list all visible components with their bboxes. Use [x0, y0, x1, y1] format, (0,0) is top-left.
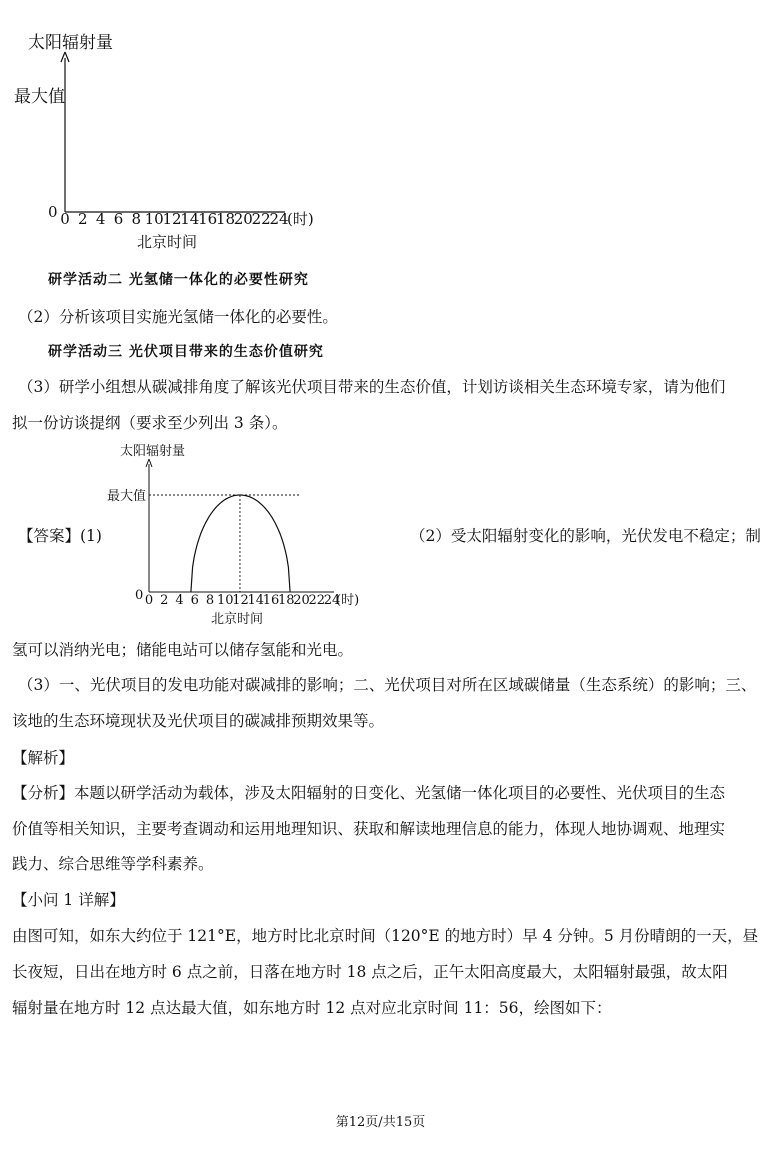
chart-1-x-tick-22: 22 [251, 210, 271, 228]
chart-1-x-axis-title: 北京时间 [137, 233, 198, 251]
detail-line-3: 辐射量在地方时 12 点达最大值，如东地方时 12 点对应北京时间 11：56，绘图如下： [12, 999, 612, 1017]
chart-2-x-unit-label: (时) [336, 593, 360, 608]
chart-1-x-tick-20: 20 [233, 210, 253, 228]
answer-label: 【答案】(1) [18, 527, 102, 545]
chart-2-x-tick-2: 2 [160, 593, 169, 608]
chart-2-x-tick-8: 8 [205, 593, 215, 608]
chart-2-y-axis-title: 太阳辐射量 [120, 444, 186, 459]
chart-1-x-tick-labels [60, 210, 288, 228]
chart-2-x-tick-14: 14 [247, 593, 265, 608]
answer-3-line-2: 该地的生态环境现状及光伏项目的碳减排预期效果等。 [12, 712, 385, 730]
question-2: （2）分析该项目实施光氢储一体化的必要性。 [18, 308, 338, 326]
chart-2-x-tick-18: 18 [278, 593, 295, 608]
chart-1-x-tick-6: 6 [113, 210, 124, 228]
chart-2-x-tick-12: 12 [232, 593, 249, 608]
chart-1-y-axis-title: 太阳辐射量 [28, 33, 113, 53]
chart-2-x-tick-6: 6 [190, 593, 199, 608]
chart-2-x-tick-10: 10 [217, 593, 234, 608]
chart-1-x-tick-8: 8 [131, 210, 142, 228]
activity-3-heading: 研学活动三 光伏项目带来的生态价值研究 [48, 344, 324, 360]
analysis-label: 【解析】 [12, 749, 75, 767]
chart-1-x-tick-16: 16 [198, 210, 218, 228]
chart-2-x-tick-24: 24 [323, 593, 341, 608]
activity-2-heading: 研学活动二 光氢储一体化的必要性研究 [48, 272, 309, 288]
question-3-line-2: 拟一份访谈提纲（要求至少列出 3 条）。 [12, 414, 288, 432]
chart-1-x-tick-14: 14 [180, 210, 200, 228]
chart-2-x-tick-16: 16 [262, 593, 280, 608]
chart-1-x-tick-10: 10 [144, 210, 164, 228]
chart-2-y-max-label: 最大值 [107, 489, 147, 504]
chart-2 [100, 436, 400, 636]
chart-2-x-tick-labels [145, 593, 340, 608]
chart-2-x-tick-0: 0 [144, 593, 154, 608]
chart-2-x-tick-20: 20 [293, 593, 310, 608]
chart-1-x-tick-24: 24 [269, 210, 289, 228]
answer-2-continued: 氢可以消纳光电；储能电站可以储存氢能和光电。 [12, 641, 354, 659]
chart-1-x-tick-2: 2 [78, 210, 88, 228]
chart-1-x-tick-18: 18 [215, 210, 236, 228]
question-3-line-1: （3）研学小组想从碳减排角度了解该光伏项目带来的生态价值，计划访谈相关生态环境专家，请为他们 [18, 378, 726, 396]
chart-2-origin-label: 0 [135, 588, 144, 603]
chart-1-x-tick-4: 4 [95, 210, 106, 228]
chart-2-x-tick-22: 22 [308, 593, 326, 608]
chart-1-x-tick-0: 0 [60, 210, 70, 228]
detail-line-1: 由图可知，如东大约位于 121°E，地方时比北京时间（120°E 的地方时）早 4 分钟。5 月份晴朗的一天，昼 [12, 927, 759, 945]
chart-1 [0, 0, 380, 260]
chart-1-y-max-label: 最大值 [14, 87, 65, 107]
fenxi-line-2: 价值等相关知识，主要考查调动和运用地理知识、获取和解读地理信息的能力，体现人地协调观、地理实 [12, 820, 726, 838]
chart-2-radiation-curve [191, 495, 290, 592]
chart-1-origin-label: 0 [48, 203, 58, 221]
fenxi-line-1: 【分析】本题以研学活动为载体，涉及太阳辐射的日变化、光氢储一体化项目的必要性、光伏项目的生态 [12, 784, 726, 802]
chart-2-x-tick-4: 4 [175, 593, 184, 608]
detail-line-2: 长夜短，日出在地方时 6 点之前，日落在地方时 18 点之后，正午太阳高度最大，太阳辐射最强，故太阳 [12, 963, 728, 981]
detail-label: 【小问 1 详解】 [12, 891, 125, 909]
chart-1-x-unit-label: (时) [287, 210, 314, 228]
answer-2-start: （2）受太阳辐射变化的影响，光伏发电不稳定；制 [410, 527, 761, 545]
answer-3-line-1: （3）一、光伏项目的发电功能对碳减排的影响；二、光伏项目对所在区域碳储量（生态系统）的影响；三、 [18, 676, 757, 694]
chart-1-x-tick-12: 12 [162, 210, 182, 228]
chart-2-x-axis-title: 北京时间 [211, 612, 264, 627]
page-footer: 第12页/共15页 [335, 1115, 426, 1130]
fenxi-line-3: 践力、综合思维等学科素养。 [12, 855, 214, 873]
